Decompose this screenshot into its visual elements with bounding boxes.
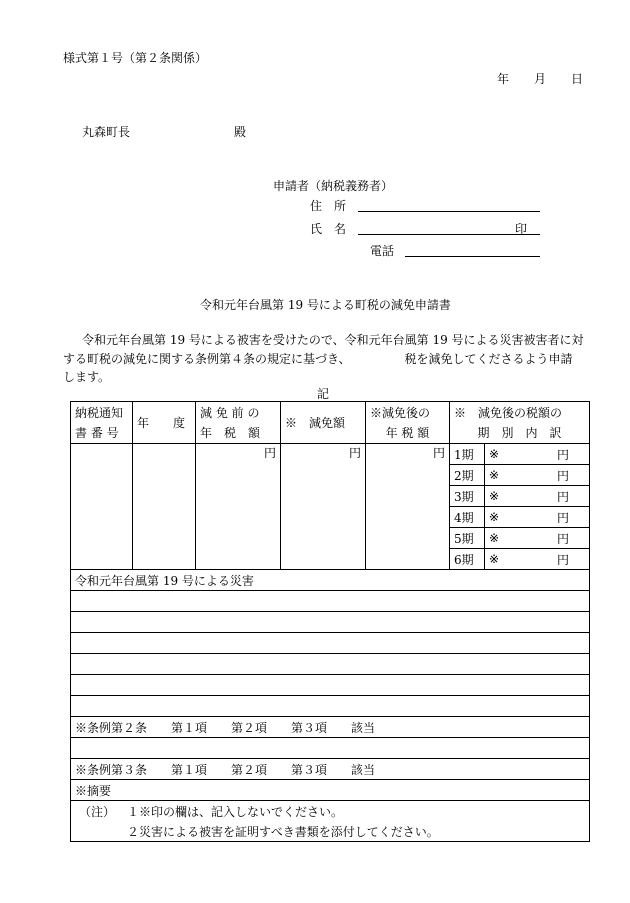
name-label: 氏 名 <box>310 222 347 236</box>
note-1: １※印の欄は、記入しないでください。 <box>127 805 344 819</box>
body-line-1: 令和元年台風第 19 号による被害を受けたので、令和元年台風第 19 号による災害被害者に対 <box>82 333 584 347</box>
period-amount[interactable]: 円 <box>533 549 590 570</box>
remarks-row: ※摘要 <box>71 780 590 801</box>
date-month: 月 <box>534 72 547 86</box>
date-year: 年 <box>497 72 510 86</box>
yen-unit: 円 <box>348 446 361 460</box>
article-3-row: ※条例第３条 第１項 第２項 第３項 該当 <box>71 759 590 780</box>
article-2-detail-row[interactable] <box>71 738 590 759</box>
period-mark: ※ <box>485 528 533 549</box>
addressee-honorific: 殿 <box>234 125 247 139</box>
period-label: 2期 <box>450 465 485 486</box>
phone-label: 電話 <box>370 244 395 258</box>
document-title: 令和元年台風第 19 号による町税の減免申請書 <box>200 298 451 312</box>
fiscal-year-cell[interactable] <box>133 444 196 570</box>
disaster-detail-row[interactable] <box>71 675 590 696</box>
body-line-2: する町税の減免に関する条例第４条の規定に基づき、 税を減免してくださるよう申請 <box>63 352 573 366</box>
body-line-3: します。 <box>63 370 111 384</box>
period-mark: ※ <box>485 486 533 507</box>
phone-line[interactable] <box>405 256 540 257</box>
name-line[interactable] <box>358 234 540 235</box>
disaster-detail-row[interactable] <box>71 654 590 675</box>
yen-unit: 円 <box>432 446 445 460</box>
header-amount-after: ※減免後の 年 税 額 <box>366 402 450 444</box>
disaster-detail-row[interactable] <box>71 696 590 717</box>
period-mark: ※ <box>485 465 533 486</box>
period-amount[interactable]: 円 <box>533 528 590 549</box>
header-amount-before: 減 免 前 の 年 税 額 <box>196 402 281 444</box>
header-period-breakdown: ※ 減免後の税額の 期 別 内 訳 <box>450 402 590 444</box>
applicant-heading: 申請者（納税義務者） <box>273 179 394 193</box>
address-label: 住 所 <box>310 199 347 213</box>
period-label: 5期 <box>450 528 485 549</box>
notes-label: （注） <box>79 805 116 819</box>
note-2: ２災害による被害を証明すべき書類を添付してください。 <box>127 825 439 839</box>
amount-after-cell[interactable] <box>366 444 450 570</box>
notes-cell <box>71 801 590 842</box>
header-fiscal-year: 年 度 <box>133 402 196 444</box>
notice-number-cell[interactable] <box>71 444 133 570</box>
period-label: 4期 <box>450 507 485 528</box>
yen-unit: 円 <box>263 446 276 460</box>
period-mark: ※ <box>485 549 533 570</box>
reduction-cell[interactable] <box>281 444 366 570</box>
period-amount[interactable]: 円 <box>533 444 590 465</box>
ki-label: 記 <box>317 387 330 401</box>
period-amount[interactable]: 円 <box>533 486 590 507</box>
disaster-detail-row[interactable] <box>71 612 590 633</box>
address-line[interactable] <box>358 211 540 212</box>
amount-before-cell[interactable] <box>196 444 281 570</box>
article-2-row: ※条例第２条 第１項 第２項 第３項 該当 <box>71 717 590 738</box>
header-reduction: ※ 減免額 <box>281 402 366 444</box>
period-amount[interactable]: 円 <box>533 465 590 486</box>
application-table <box>70 401 590 842</box>
addressee-mayor: 丸森町長 <box>82 125 131 139</box>
form-number: 様式第１号（第２条関係） <box>63 51 208 65</box>
seal-mark: 印 <box>515 222 528 236</box>
disaster-detail-row[interactable] <box>71 591 590 612</box>
period-label: 3期 <box>450 486 485 507</box>
period-label: 1期 <box>450 444 485 465</box>
period-mark: ※ <box>485 507 533 528</box>
disaster-label: 令和元年台風第 19 号による災害 <box>71 570 590 591</box>
disaster-detail-row[interactable] <box>71 633 590 654</box>
period-label: 6期 <box>450 549 485 570</box>
header-notice-number: 納税通知 書 番 号 <box>71 402 133 444</box>
period-amount[interactable]: 円 <box>533 507 590 528</box>
date-day: 日 <box>571 72 584 86</box>
period-mark: ※ <box>485 444 533 465</box>
